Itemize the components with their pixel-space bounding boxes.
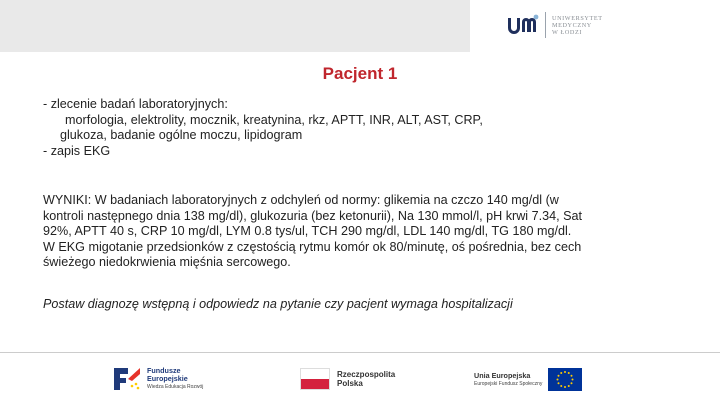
unia-europejska-text — [474, 371, 542, 389]
eu-flag-icon — [548, 368, 582, 391]
results-line3: 92%, APTT 40 s, CRP 10 mg/dl, LYM 0.8 tys/ul, TCH 290 mg/dl, LDL 140 mg/dl, TG 180 mg/dl. — [43, 224, 572, 239]
university-name-line2: MEDYCZNY — [552, 21, 592, 29]
footer-logos — [0, 354, 720, 405]
fundusze-europejskie-icon — [112, 366, 142, 392]
university-name-line3: W ŁODZI — [552, 28, 583, 36]
fundusze-europejskie-logo — [112, 366, 203, 392]
footer-divider — [0, 352, 720, 353]
university-name-line1: UNIWERSYTET — [552, 14, 603, 22]
polish-flag-icon — [300, 368, 330, 390]
unia-europejska-logo — [474, 368, 582, 391]
university-logo — [506, 12, 603, 38]
page-title: Pacjent 1 — [322, 64, 398, 83]
rzeczpospolita-text — [337, 370, 395, 388]
rp-line1: Rzeczpospolita — [337, 370, 396, 379]
rp-line2: Polska — [337, 379, 363, 388]
fe-line3: Wiedza Edukacja Rozwój — [147, 384, 204, 390]
ekg-order: - zapis EKG — [43, 143, 111, 158]
results-line1: WYNIKI: W badaniach laboratoryjnych z odchyleń od normy: glikemia na czczo 140 mg/dl (w — [43, 193, 559, 207]
university-name — [552, 15, 603, 36]
fe-line2: Europejskie — [147, 374, 188, 383]
lab-orders-list-line1: morfologia, elektrolity, mocznik, kreatynina, rkz, APTT, INR, ALT, AST, CRP, — [65, 112, 483, 127]
fundusze-europejskie-text — [147, 367, 203, 391]
ue-line2: Europejski Fundusz Społeczny — [474, 380, 543, 387]
logo-separator — [545, 12, 546, 38]
task-question: Postaw diagnozę wstępną i odpowiedz na pytanie czy pacjent wymaga hospitalizacji — [43, 297, 513, 311]
lab-orders — [43, 97, 483, 159]
results-line4: W EKG migotanie przedsionków z częstością rytmu komór ok 80/minutę, oś pośrednia, bez cech — [43, 239, 582, 254]
results-line5: świeżego niedokrwienia mięśnia sercowego. — [43, 255, 291, 270]
lab-orders-list-line2: glukoza, badanie ogólne moczu, lipidogram — [60, 128, 303, 143]
rzeczpospolita-logo — [300, 368, 395, 390]
fe-line1: Fundusze — [147, 366, 181, 375]
results-line2: kontroli następnego dnia 138 mg/dl), glukozuria (bez ketonurii), Na 130 mmol/l, pH krwi 7.34, Sat — [43, 208, 583, 223]
ue-line1: Unia Europejska — [474, 370, 531, 380]
results-paragraph — [43, 193, 683, 271]
um-logo-icon — [506, 12, 540, 38]
lab-orders-heading: - zlecenie badań laboratoryjnych: — [43, 97, 228, 111]
